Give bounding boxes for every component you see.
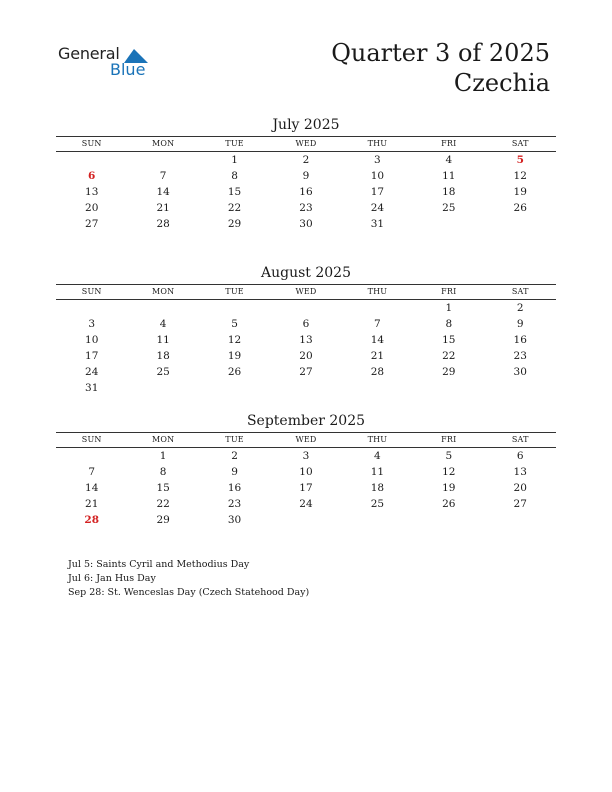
day-cell: 17 bbox=[85, 350, 99, 362]
week-row bbox=[56, 364, 556, 380]
day-cell: 4 bbox=[445, 154, 453, 166]
empty-day-cell bbox=[413, 380, 484, 396]
day-cell: 31 bbox=[85, 382, 99, 394]
holiday-note: Sep 28: St. Wenceslas Day (Czech Statehood Day) bbox=[68, 587, 310, 598]
day-cell: 15 bbox=[156, 482, 170, 494]
empty-day-cell bbox=[342, 512, 413, 528]
day-cell: 14 bbox=[370, 334, 385, 346]
empty-day-cell bbox=[270, 300, 341, 316]
day-cell: 29 bbox=[156, 514, 170, 526]
day-cell: 18 bbox=[156, 350, 170, 362]
day-cell: 20 bbox=[513, 482, 527, 494]
day-cell: 13 bbox=[513, 466, 527, 478]
day-cell: 1 bbox=[159, 450, 167, 462]
day-cell: 12 bbox=[442, 466, 456, 478]
day-cell: 4 bbox=[374, 450, 381, 462]
empty-day-cell bbox=[56, 448, 127, 464]
day-cell: 26 bbox=[227, 366, 242, 378]
day-cell: 15 bbox=[227, 186, 242, 198]
calendar-month-september bbox=[56, 412, 556, 528]
week-row bbox=[56, 348, 556, 364]
weekday-label: FRI bbox=[441, 287, 457, 296]
week-row bbox=[56, 152, 556, 168]
day-cell: 9 bbox=[231, 466, 238, 478]
day-cell: 19 bbox=[442, 482, 456, 494]
day-cell: 16 bbox=[227, 482, 242, 494]
week-row bbox=[56, 316, 556, 332]
generalblue-logo bbox=[58, 44, 158, 80]
holiday-note: Jul 5: Saints Cyril and Methodius Day bbox=[68, 559, 250, 570]
empty-day-cell bbox=[199, 380, 270, 396]
day-cell: 8 bbox=[445, 318, 453, 330]
weekday-header bbox=[56, 284, 556, 300]
day-cell: 22 bbox=[227, 202, 242, 214]
day-cell: 2 bbox=[516, 302, 524, 314]
week-row bbox=[56, 200, 556, 216]
day-cell: 12 bbox=[227, 334, 242, 346]
calendar-month-july bbox=[56, 116, 556, 232]
empty-day-cell bbox=[342, 380, 413, 396]
day-cell: 7 bbox=[374, 318, 381, 330]
week-row bbox=[56, 464, 556, 480]
day-cell: 25 bbox=[442, 202, 456, 214]
day-cell: 17 bbox=[299, 482, 313, 494]
day-cell: 30 bbox=[299, 218, 313, 230]
day-cell: 29 bbox=[442, 366, 456, 378]
day-cell: 20 bbox=[85, 202, 99, 214]
logo-text-blue: Blue bbox=[110, 60, 146, 79]
empty-day-cell bbox=[413, 512, 484, 528]
day-cell: 3 bbox=[374, 154, 381, 166]
weekday-label: SAT bbox=[511, 435, 529, 444]
title-quarter: Quarter 3 of 2025 bbox=[331, 39, 550, 67]
day-cell: 22 bbox=[156, 498, 170, 510]
day-cell: 18 bbox=[370, 482, 385, 494]
day-cell: 22 bbox=[442, 350, 456, 362]
week-row bbox=[56, 216, 556, 232]
day-cell: 16 bbox=[299, 186, 313, 198]
day-cell: 10 bbox=[85, 334, 99, 346]
day-cell: 20 bbox=[299, 350, 313, 362]
weekday-header bbox=[56, 136, 556, 152]
day-cell: 2 bbox=[302, 154, 310, 166]
day-cell: 27 bbox=[85, 218, 99, 230]
empty-day-cell bbox=[56, 152, 127, 168]
weekday-label: SUN bbox=[81, 435, 102, 444]
day-cell: 11 bbox=[156, 334, 170, 346]
day-cell: 24 bbox=[370, 202, 385, 214]
month-title: August 2025 bbox=[261, 265, 351, 281]
day-cell: 28 bbox=[156, 218, 170, 230]
day-cell: 27 bbox=[513, 498, 527, 510]
title-country: Czechia bbox=[453, 69, 550, 97]
day-cell: 19 bbox=[227, 350, 242, 362]
month-title: September 2025 bbox=[246, 413, 366, 429]
day-cell: 1 bbox=[445, 302, 453, 314]
day-cell: 28 bbox=[370, 366, 385, 378]
weekday-label: THU bbox=[367, 139, 388, 148]
empty-day-cell bbox=[199, 300, 270, 316]
week-row bbox=[56, 380, 556, 396]
day-cell: 23 bbox=[513, 350, 527, 362]
empty-day-cell bbox=[127, 380, 198, 396]
week-row bbox=[56, 512, 556, 528]
day-cell: 2 bbox=[231, 450, 238, 462]
day-cell: 3 bbox=[302, 450, 310, 462]
day-cell: 8 bbox=[231, 170, 238, 182]
weekday-label: SAT bbox=[511, 139, 529, 148]
page-title bbox=[331, 38, 550, 98]
weekday-header bbox=[56, 432, 556, 448]
day-cell: 31 bbox=[370, 218, 385, 230]
day-cell: 23 bbox=[227, 498, 242, 510]
day-cell: 30 bbox=[513, 366, 527, 378]
week-row bbox=[56, 168, 556, 184]
week-row bbox=[56, 496, 556, 512]
day-cell: 1 bbox=[231, 154, 238, 166]
day-cell: 9 bbox=[302, 170, 310, 182]
day-cell: 11 bbox=[442, 170, 456, 182]
day-cell: 26 bbox=[513, 202, 527, 214]
day-cell: 7 bbox=[159, 170, 167, 182]
day-cell: 13 bbox=[85, 186, 99, 198]
empty-day-cell bbox=[413, 216, 484, 232]
weekday-label: MON bbox=[151, 287, 175, 296]
day-cell: 13 bbox=[299, 334, 313, 346]
day-cell: 16 bbox=[513, 334, 527, 346]
week-row bbox=[56, 332, 556, 348]
weekday-label: WED bbox=[295, 139, 317, 148]
day-cell: 21 bbox=[370, 350, 385, 362]
empty-day-cell bbox=[485, 216, 556, 232]
empty-day-cell bbox=[485, 380, 556, 396]
day-cell: 24 bbox=[85, 366, 99, 378]
day-cell: 8 bbox=[159, 466, 167, 478]
weekday-label: THU bbox=[367, 435, 388, 444]
logo-text-general: General bbox=[58, 44, 120, 63]
day-cell: 6 bbox=[302, 318, 310, 330]
month-title: July 2025 bbox=[272, 117, 340, 133]
weekday-label: SUN bbox=[81, 139, 102, 148]
day-cell: 9 bbox=[516, 318, 524, 330]
week-row bbox=[56, 300, 556, 316]
day-cell: 5 bbox=[445, 450, 453, 462]
day-cell: 27 bbox=[299, 366, 313, 378]
week-row bbox=[56, 480, 556, 496]
day-cell: 3 bbox=[88, 318, 96, 330]
day-cell: 21 bbox=[85, 498, 99, 510]
empty-day-cell bbox=[342, 300, 413, 316]
empty-day-cell bbox=[127, 152, 198, 168]
week-row bbox=[56, 448, 556, 464]
day-cell: 10 bbox=[370, 170, 385, 182]
weekday-label: MON bbox=[151, 139, 175, 148]
weekday-label: TUE bbox=[225, 287, 244, 296]
weekday-label: THU bbox=[367, 287, 388, 296]
day-cell: 14 bbox=[85, 482, 99, 494]
empty-day-cell bbox=[270, 512, 341, 528]
calendar-month-august bbox=[56, 264, 556, 396]
weekday-label: TUE bbox=[225, 435, 244, 444]
weekday-label: FRI bbox=[441, 435, 457, 444]
day-cell: 7 bbox=[88, 466, 96, 478]
day-cell: 30 bbox=[227, 514, 242, 526]
day-cell: 14 bbox=[156, 186, 170, 198]
week-row bbox=[56, 184, 556, 200]
day-cell: 25 bbox=[370, 498, 385, 510]
day-cell: 15 bbox=[442, 334, 456, 346]
holiday-note: Jul 6: Jan Hus Day bbox=[68, 573, 156, 584]
day-cell: 21 bbox=[156, 202, 170, 214]
holiday-day-cell: 6 bbox=[88, 170, 96, 182]
day-cell: 19 bbox=[513, 186, 527, 198]
weekday-label: WED bbox=[295, 287, 317, 296]
day-cell: 26 bbox=[442, 498, 456, 510]
weekday-label: FRI bbox=[441, 139, 457, 148]
day-cell: 12 bbox=[513, 170, 527, 182]
weekday-label: MON bbox=[151, 435, 175, 444]
day-cell: 11 bbox=[370, 466, 385, 478]
holiday-day-cell: 5 bbox=[516, 154, 524, 166]
day-cell: 24 bbox=[299, 498, 313, 510]
weekday-label: SUN bbox=[81, 287, 102, 296]
day-cell: 29 bbox=[227, 218, 242, 230]
holiday-day-cell: 28 bbox=[84, 514, 100, 526]
day-cell: 17 bbox=[370, 186, 385, 198]
weekday-label: WED bbox=[295, 435, 317, 444]
empty-day-cell bbox=[270, 380, 341, 396]
day-cell: 23 bbox=[299, 202, 313, 214]
day-cell: 6 bbox=[516, 450, 524, 462]
weekday-label: TUE bbox=[225, 139, 244, 148]
day-cell: 4 bbox=[159, 318, 167, 330]
empty-day-cell bbox=[56, 300, 127, 316]
day-cell: 10 bbox=[299, 466, 313, 478]
empty-day-cell bbox=[127, 300, 198, 316]
empty-day-cell bbox=[485, 512, 556, 528]
holiday-notes bbox=[68, 558, 309, 600]
day-cell: 18 bbox=[442, 186, 456, 198]
day-cell: 5 bbox=[231, 318, 238, 330]
day-cell: 25 bbox=[156, 366, 170, 378]
weekday-label: SAT bbox=[511, 287, 529, 296]
